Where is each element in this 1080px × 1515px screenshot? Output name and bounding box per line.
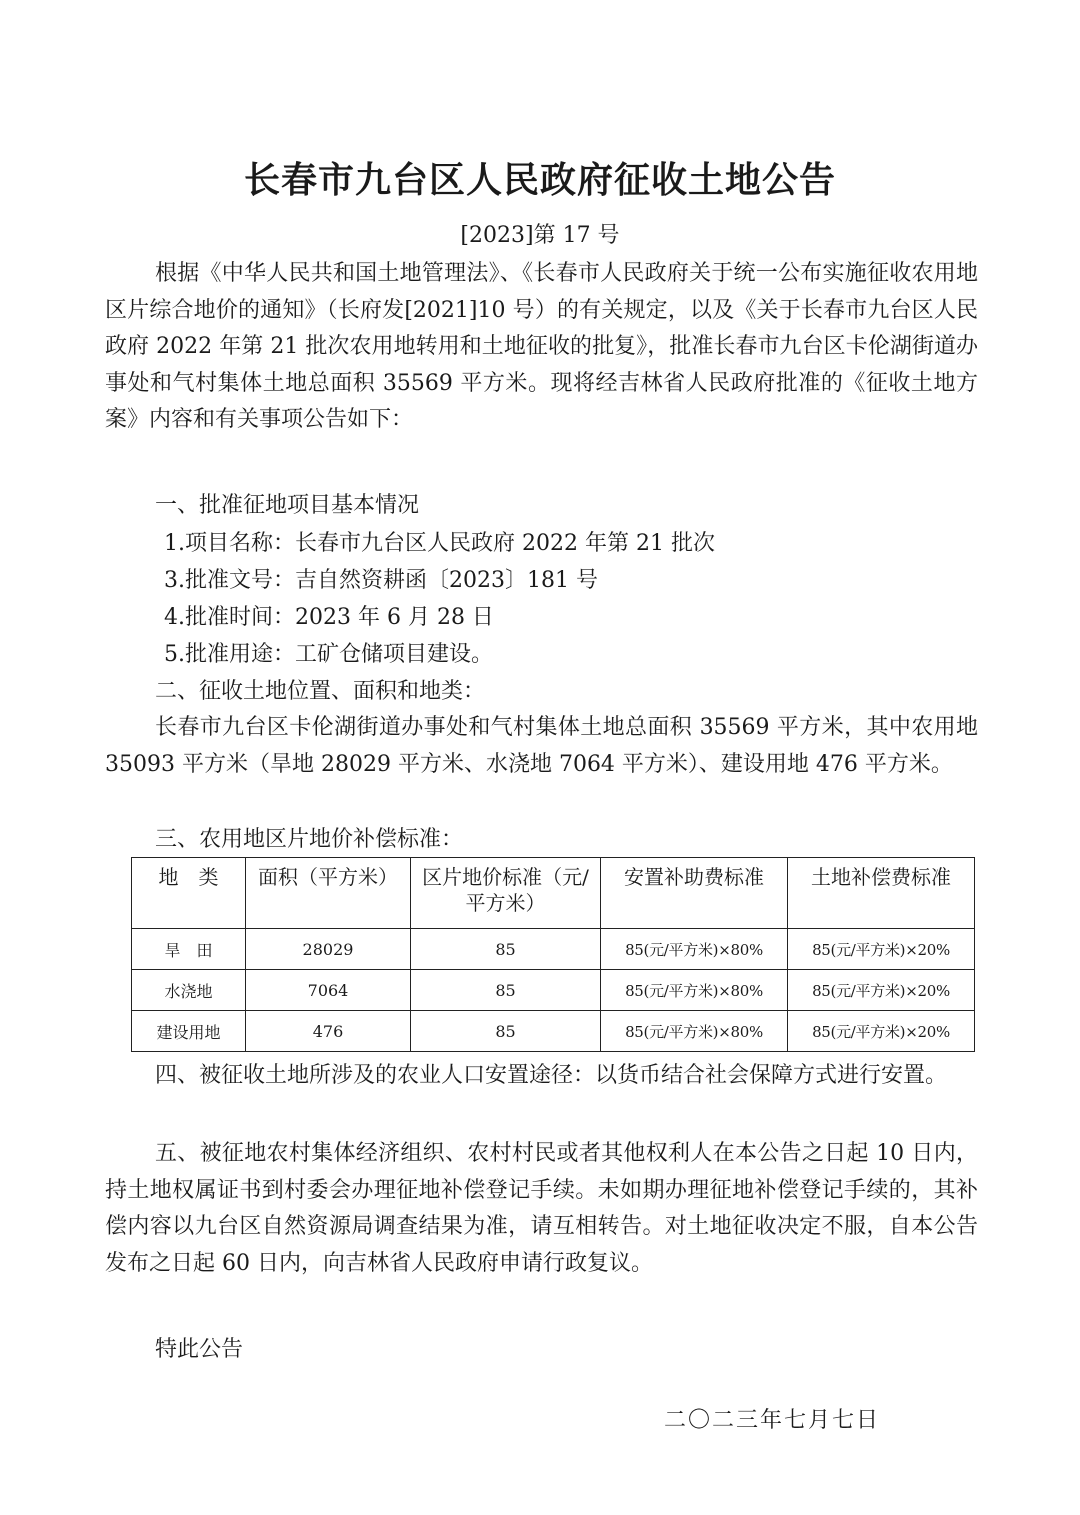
section-2-heading: 二、征收土地位置、面积和地类： bbox=[155, 679, 486, 704]
table-cell: 85(元/平方米)×20% bbox=[788, 1011, 975, 1052]
table-header-cell: 区片地价标准（元/平方米） bbox=[411, 858, 601, 929]
table-cell: 7064 bbox=[246, 970, 411, 1011]
table-header-cell: 土地补偿费标准 bbox=[788, 858, 975, 929]
section-2-body: 长春市九台区卡伦湖街道办事处和气村集体土地总面积 35569 平方米，其中农用地 35093 平方米（旱地 28029 平方米、水浇地 7064 平方米）、建设用地 476 平方米。 bbox=[105, 715, 978, 777]
table-row bbox=[132, 1011, 975, 1052]
table-cell: 85(元/平方米)×80% bbox=[601, 929, 788, 970]
table-cell: 85(元/平方米)×20% bbox=[788, 970, 975, 1011]
section-5-paragraph: 五、被征地农村集体经济组织、农村村民或者其他权利人在本公告之日起 10 日内，持土地权属证书到村委会办理征地补偿登记手续。未如期办理征地补偿登记手续的，其补偿内容以九台区自然资源局调查结果为准，请互相转告。对土地征收决定不服，自本公告发布之日起 60 日内，向吉林省人民政府申请行政复议。 bbox=[105, 1141, 978, 1276]
section-1-item: 4.批准时间：2023 年 6 月 28 日 bbox=[164, 605, 494, 630]
table-cell: 85 bbox=[411, 1011, 601, 1052]
table-row bbox=[132, 929, 975, 970]
table-row bbox=[132, 970, 975, 1011]
compensation-table bbox=[131, 857, 975, 1052]
date-text: 二〇二三年七月七日 bbox=[664, 1408, 881, 1433]
table-cell: 建设用地 bbox=[132, 1011, 246, 1052]
section-1-item: 3.批准文号：吉自然资耕函〔2023〕181 号 bbox=[164, 568, 598, 593]
section-1-item: 5.批准用途：工矿仓储项目建设。 bbox=[164, 642, 493, 667]
table-header-cell: 地 类 bbox=[132, 858, 246, 929]
table-cell: 85 bbox=[411, 929, 601, 970]
table-cell: 85(元/平方米)×20% bbox=[788, 929, 975, 970]
section-1-item: 1.项目名称：长春市九台区人民政府 2022 年第 21 批次 bbox=[164, 531, 715, 556]
section-3-heading: 三、农用地区片地价补偿标准： bbox=[155, 827, 464, 852]
table-cell: 85 bbox=[411, 970, 601, 1011]
table-cell: 476 bbox=[246, 1011, 411, 1052]
table-cell: 85(元/平方米)×80% bbox=[601, 970, 788, 1011]
table-cell: 85(元/平方米)×80% bbox=[601, 1011, 788, 1052]
table-header-row bbox=[132, 858, 975, 929]
table-header-cell: 面积（平方米） bbox=[246, 858, 411, 929]
section-4-paragraph: 四、被征收土地所涉及的农业人口安置途径：以货币结合社会保障方式进行安置。 bbox=[155, 1063, 948, 1088]
table-header-cell: 安置补助费标准 bbox=[601, 858, 788, 929]
table-cell: 28029 bbox=[246, 929, 411, 970]
document-number: [2023]第 17 号 bbox=[460, 223, 620, 248]
page-title: 长春市九台区人民政府征收土地公告 bbox=[243, 160, 836, 201]
closing-text: 特此公告 bbox=[155, 1337, 244, 1362]
table-cell: 旱 田 bbox=[132, 929, 246, 970]
intro-paragraph: 根据《中华人民共和国土地管理法》、《长春市人民政府关于统一公布实施征收农用地区片综合地价的通知》（长府发[2021]10 号）的有关规定，以及《关于长春市九台区人民政府 2022 年第 21 批次农用地转用和土地征收的批复》，批准长春市九台区卡伦湖街道办事处和气村集体土地总面积 35569 平方米。现将经吉林省人民政府批准的《征收土地方案》内容和有关事项公告如下： bbox=[105, 261, 978, 433]
table-cell: 水浇地 bbox=[132, 970, 246, 1011]
section-1-heading: 一、批准征地项目基本情况 bbox=[155, 493, 420, 518]
